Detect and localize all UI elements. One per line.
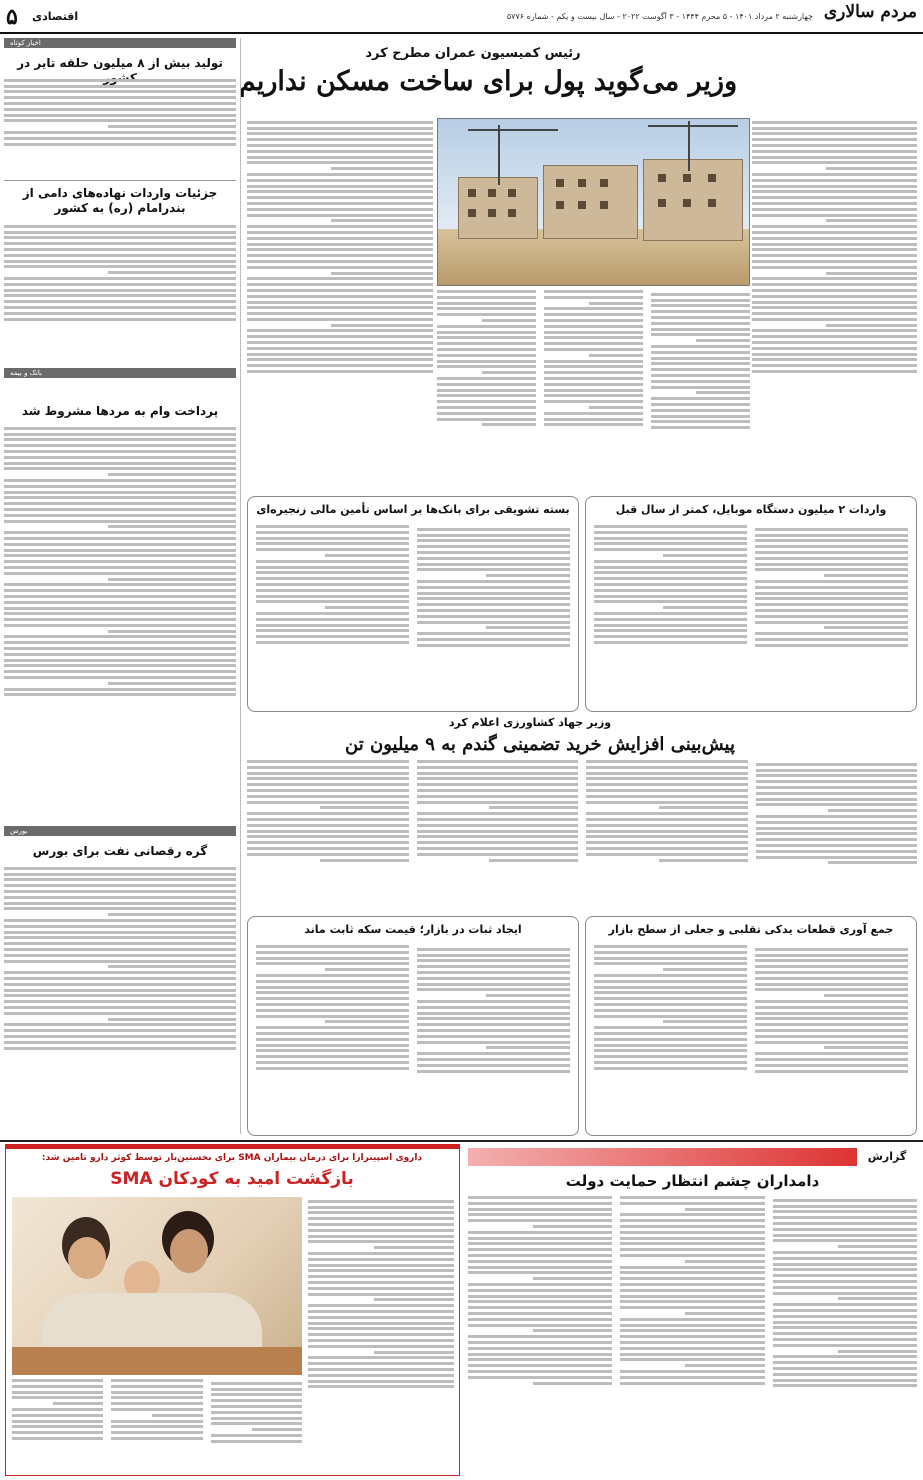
sidebar-story4-body <box>4 864 236 1134</box>
report-tag: گزارش <box>867 1150 907 1163</box>
ad-body-bottom <box>12 1379 302 1473</box>
wheat-title: پیش‌بینی افزایش خرید تضمینی گندم به ۹ میلیون تن <box>345 734 735 755</box>
box-coin-body <box>256 945 570 1129</box>
sidebar-story2-body <box>4 222 236 360</box>
lead-kicker: رئیس کمیسیون عمران مطرح کرد <box>365 46 581 61</box>
box-spare-parts-title: جمع آوری قطعات یدکی تقلبی و جعلی از سطح بازار <box>608 923 894 936</box>
ad-kicker: داروی اسپینرازا برای درمان بیماران SMA برای نخستین‌بار توسط کوثر دارو تامین شد: <box>41 1153 423 1163</box>
wheat-kicker: وزیر جهاد کشاورزی اعلام کرد <box>448 716 612 729</box>
box-coin <box>247 916 579 1136</box>
newspaper-logo: مردم سالاری <box>823 2 917 22</box>
ad-body-right <box>308 1197 454 1473</box>
sidebar-tag-bank: بانک و بیمه <box>4 368 236 378</box>
construction-photo <box>437 118 750 286</box>
box-spare-parts <box>585 916 917 1136</box>
dateline: چهارشنبه ۲ مرداد ۱۴۰۱ - ۵ محرم ۱۴۴۴ - ۳ آگوست ۲۰۲۲ - سال بیست و یکم - شماره ۵۷۷۶ <box>506 12 813 21</box>
masthead <box>0 0 923 34</box>
sidebar-story1-body <box>4 76 236 176</box>
lead-body-left <box>247 118 433 488</box>
box-banks <box>247 496 579 712</box>
wheat-body <box>247 760 917 910</box>
box-coin-title: ایجاد ثبات در بازار؛ قیمت سکه ثابت ماند <box>304 923 522 936</box>
sidebar-story4-title: گره رقصانی نفت برای بورس <box>32 844 208 858</box>
section-name: اقتصادی <box>32 10 79 23</box>
sma-advertisement <box>5 1144 460 1476</box>
box-spare-parts-body <box>594 945 908 1129</box>
report-title: دامداران چشم انتظار حمایت دولت <box>565 1172 820 1190</box>
sidebar-story3-body <box>4 424 236 820</box>
lead-body-bottom <box>437 290 750 488</box>
box-banks-body <box>256 525 570 705</box>
report-body <box>468 1196 917 1476</box>
sidebar-story1-title: تولید بیش از ۸ میلیون حلقه تایر در <box>17 56 223 70</box>
sidebar-tag-bourse: بورس <box>4 826 236 836</box>
report-tag-bar <box>468 1148 917 1166</box>
sidebar-story2-title: جزئیات واردات نهاده‌های دامی از بندرامام (ره) به کشور <box>22 186 218 215</box>
ad-title: بازگشت امید به کودکان SMA <box>110 1169 354 1189</box>
lead-title: وزیر می‌گوید پول برای ساخت مسکن نداریم <box>238 66 738 97</box>
box-mobile-imports <box>585 496 917 712</box>
family-photo <box>12 1197 302 1375</box>
page-number: ۵ <box>6 4 18 30</box>
box-banks-title: بسته تشویقی برای بانک‌ها بر اساس تأمین مالی زنجیره‌ای <box>256 503 570 516</box>
sidebar-tag-news: اخبار کوتاه <box>4 38 236 48</box>
box-mobile-title: واردات ۲ میلیون دستگاه موبایل، کمتر از سال قبل <box>615 503 887 516</box>
box-mobile-body <box>594 525 908 705</box>
sidebar-story3-title: پرداخت وام به مردها مشروط شد <box>21 404 219 418</box>
lead-body-right <box>752 118 917 488</box>
